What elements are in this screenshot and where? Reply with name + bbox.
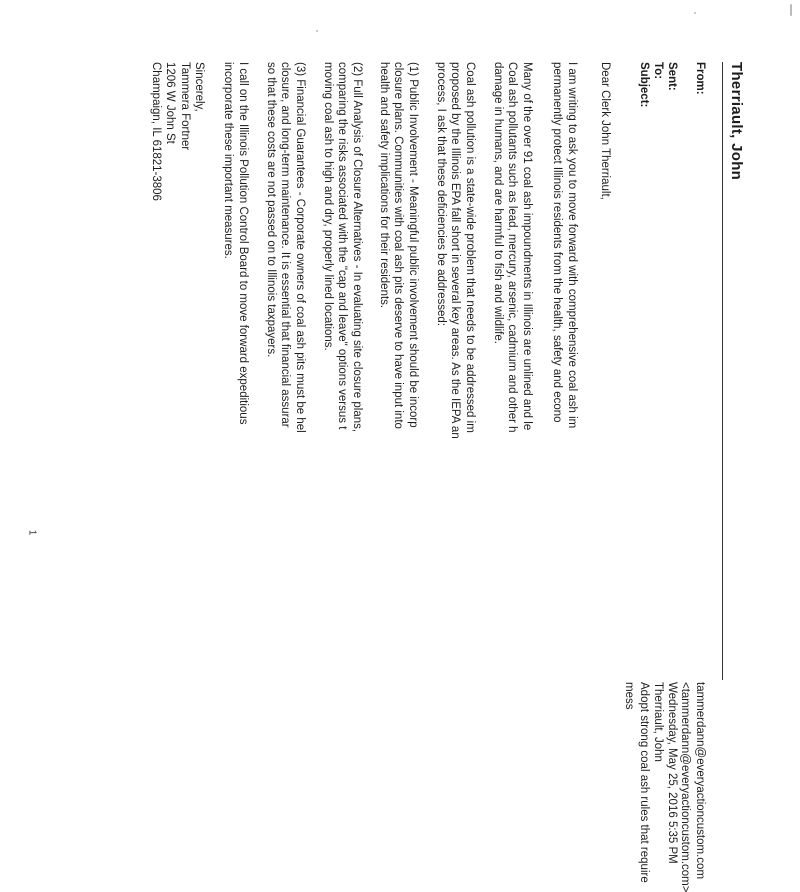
paragraph-closure-alternatives — [321, 62, 365, 432]
signer-city: Champaign, IL 61821-3806 — [150, 62, 162, 201]
salutation: Dear Clerk John Therriault, — [599, 62, 611, 200]
subject-value — [622, 682, 651, 883]
from-address-bracketed: <tammerdann@everyactioncustom.com> — [679, 682, 692, 892]
from-address: tammerdann@everyactioncustom.com — [694, 682, 706, 880]
paragraph-line: I am writing to ask you to move forward with comprehensive coal ash im — [566, 62, 578, 429]
paragraph-line: health and safety implications for their residents. — [378, 62, 390, 309]
subject-line-2: mess — [623, 682, 636, 710]
paragraph-line: Many of the over 91 coal ash impoundments in Illinois are unlined and le — [521, 62, 533, 431]
from-value — [678, 682, 707, 892]
paragraph-line: closure, and long-term maintenance. It is essential that financial assurar — [279, 62, 292, 428]
paragraph-line: Coal ash pollutants such as lead, mercury, arsenic, cadmium and other h — [506, 62, 519, 433]
from-label: From: — [694, 62, 706, 95]
signer-street: 1206 W John St — [164, 62, 177, 144]
paragraph-impoundments — [491, 62, 535, 433]
paragraph-line: incorporate these important measures. — [222, 62, 235, 259]
subject-line-1: Adopt strong coal ash rules that require — [638, 682, 650, 883]
title-rule — [722, 62, 723, 680]
scan-speck — [694, 12, 696, 14]
paragraph-line: damage in humans, and are harmful to fish and wildlife. — [492, 62, 504, 344]
paragraph-line: permanently protect Illinois residents from the health, safety and econo — [551, 62, 564, 423]
paragraph-financial-guarantees — [264, 62, 308, 433]
paragraph-line: comparing the risks associated with the "cap and leave" options versus t — [336, 62, 349, 430]
paragraph-line: process, I ask that these deficiencies be addressed: — [435, 62, 447, 327]
paragraph-line: Coal ash pollution is a state-wide problem that needs to be addressed im — [464, 62, 476, 433]
scan-speck — [316, 30, 318, 32]
paragraph-line: (3) Financial Guarantees - Corporate owners of coal ash pits must be hel — [294, 62, 306, 433]
paragraph-line: moving coal ash to high and dry, properly lined locations. — [322, 62, 334, 351]
to-label: To: — [652, 62, 664, 80]
paragraph-line: proposed by the Illinois EPA fall short in several key areas. As the IEPA an — [449, 62, 462, 439]
paragraph-line: (1) Public Involvement - Meaningful public involvement should be incorp — [407, 62, 419, 428]
to-value: Therriault, John — [652, 682, 664, 762]
closing: Sincerely, — [193, 62, 205, 112]
paragraph-line: so that these costs are not passed on to Illinois taxpayers. — [265, 62, 277, 358]
paragraph-line: I call on the Illinois Pollution Control Board to move forward expeditious — [237, 62, 249, 425]
signature-block — [149, 62, 193, 201]
paragraph-line: (2) Full Analysis of Closure Alternatives - In evaluating site closure plans, — [351, 62, 363, 433]
scan-speck — [790, 4, 792, 16]
sent-label: Sent: — [666, 62, 678, 91]
paragraph-call-to-action — [221, 62, 250, 424]
document-title: Therriault, John — [728, 62, 745, 181]
subject-label: Subject: — [638, 62, 650, 108]
paragraph-statewide — [434, 62, 478, 439]
paragraph-intro — [550, 62, 579, 428]
signer-name: Tammera Fortner — [179, 62, 191, 151]
letter-page — [103, 62, 745, 892]
paragraph-line: closure plans. Communities with coal ash pits deserve to have input into — [392, 62, 405, 429]
paragraph-public-involvement — [377, 62, 421, 429]
page-number: 1 — [26, 529, 38, 536]
sent-value: Wednesday, May 25, 2016 5:35 PM — [666, 682, 678, 864]
